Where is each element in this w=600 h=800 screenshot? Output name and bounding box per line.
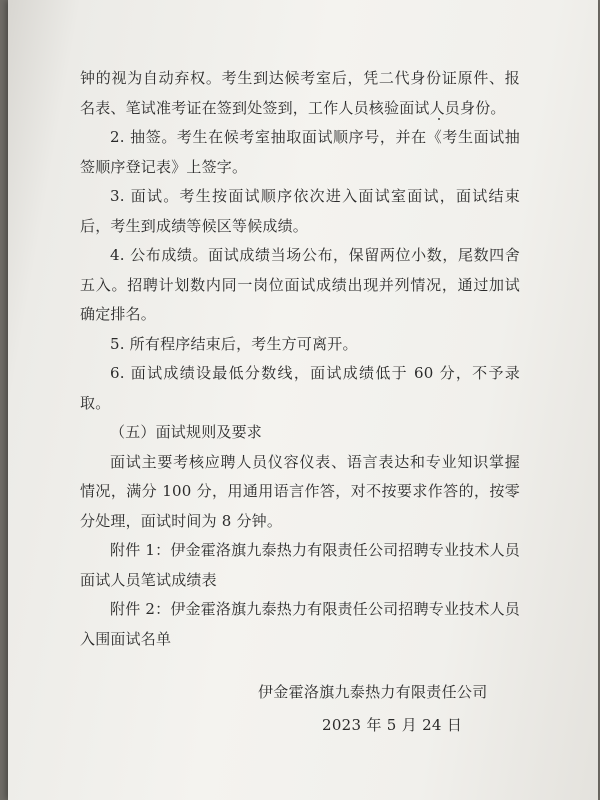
paper-speck [438,118,440,120]
document-page [8,0,598,800]
attachment-2: 附件 2：伊金霍洛旗九泰热力有限责任公司招聘专业技术人员入围面试名单 [80,600,520,648]
document-body [80,64,520,654]
signature-date: 2023 年 5 月 24 日 [322,716,463,734]
paragraph-rules: 面试主要考核应聘人员仪容仪表、语言表达和专业知识掌握情况，满分 100 分，用通用语言作答，对不按要求作答的，按零分处理，面试时间为 8 分钟。 [80,452,520,530]
paragraph-leave: 5. 所有程序结束后，考生方可离开。 [110,334,358,353]
attachment-1: 附件 1：伊金霍洛旗九泰热力有限责任公司招聘专业技术人员面试人员笔试成绩表 [80,541,520,589]
paragraph-publish-results: 4. 公布成绩。面试成绩当场公布，保留两位小数，尾数四舍五入。招聘计划数内同一岗位面试成绩出现并列情况，通过加试确定排名。 [80,246,520,323]
signature-organization: 伊金霍洛旗九泰热力有限责任公司 [258,683,488,701]
paragraph-continuation: 钟的视为自动弃权。考生到达候考室后，凭二代身份证原件、报名表、笔试准考证在签到处签到，工作人员核验面试人员身份。 [80,69,520,117]
section-heading-rules: （五）面试规则及要求 [110,423,263,441]
paragraph-draw-lots: 2. 抽签。考生在候考室抽取面试顺序号，并在《考生面试抽签顺序登记表》上签字。 [80,128,520,176]
paragraph-interview: 3. 面试。考生按面试顺序依次进入面试室面试，面试结束后，考生到成绩等候区等候成绩。 [80,187,520,235]
paragraph-min-score: 6. 面试成绩设最低分数线，面试成绩低于 60 分，不予录取。 [80,364,520,412]
